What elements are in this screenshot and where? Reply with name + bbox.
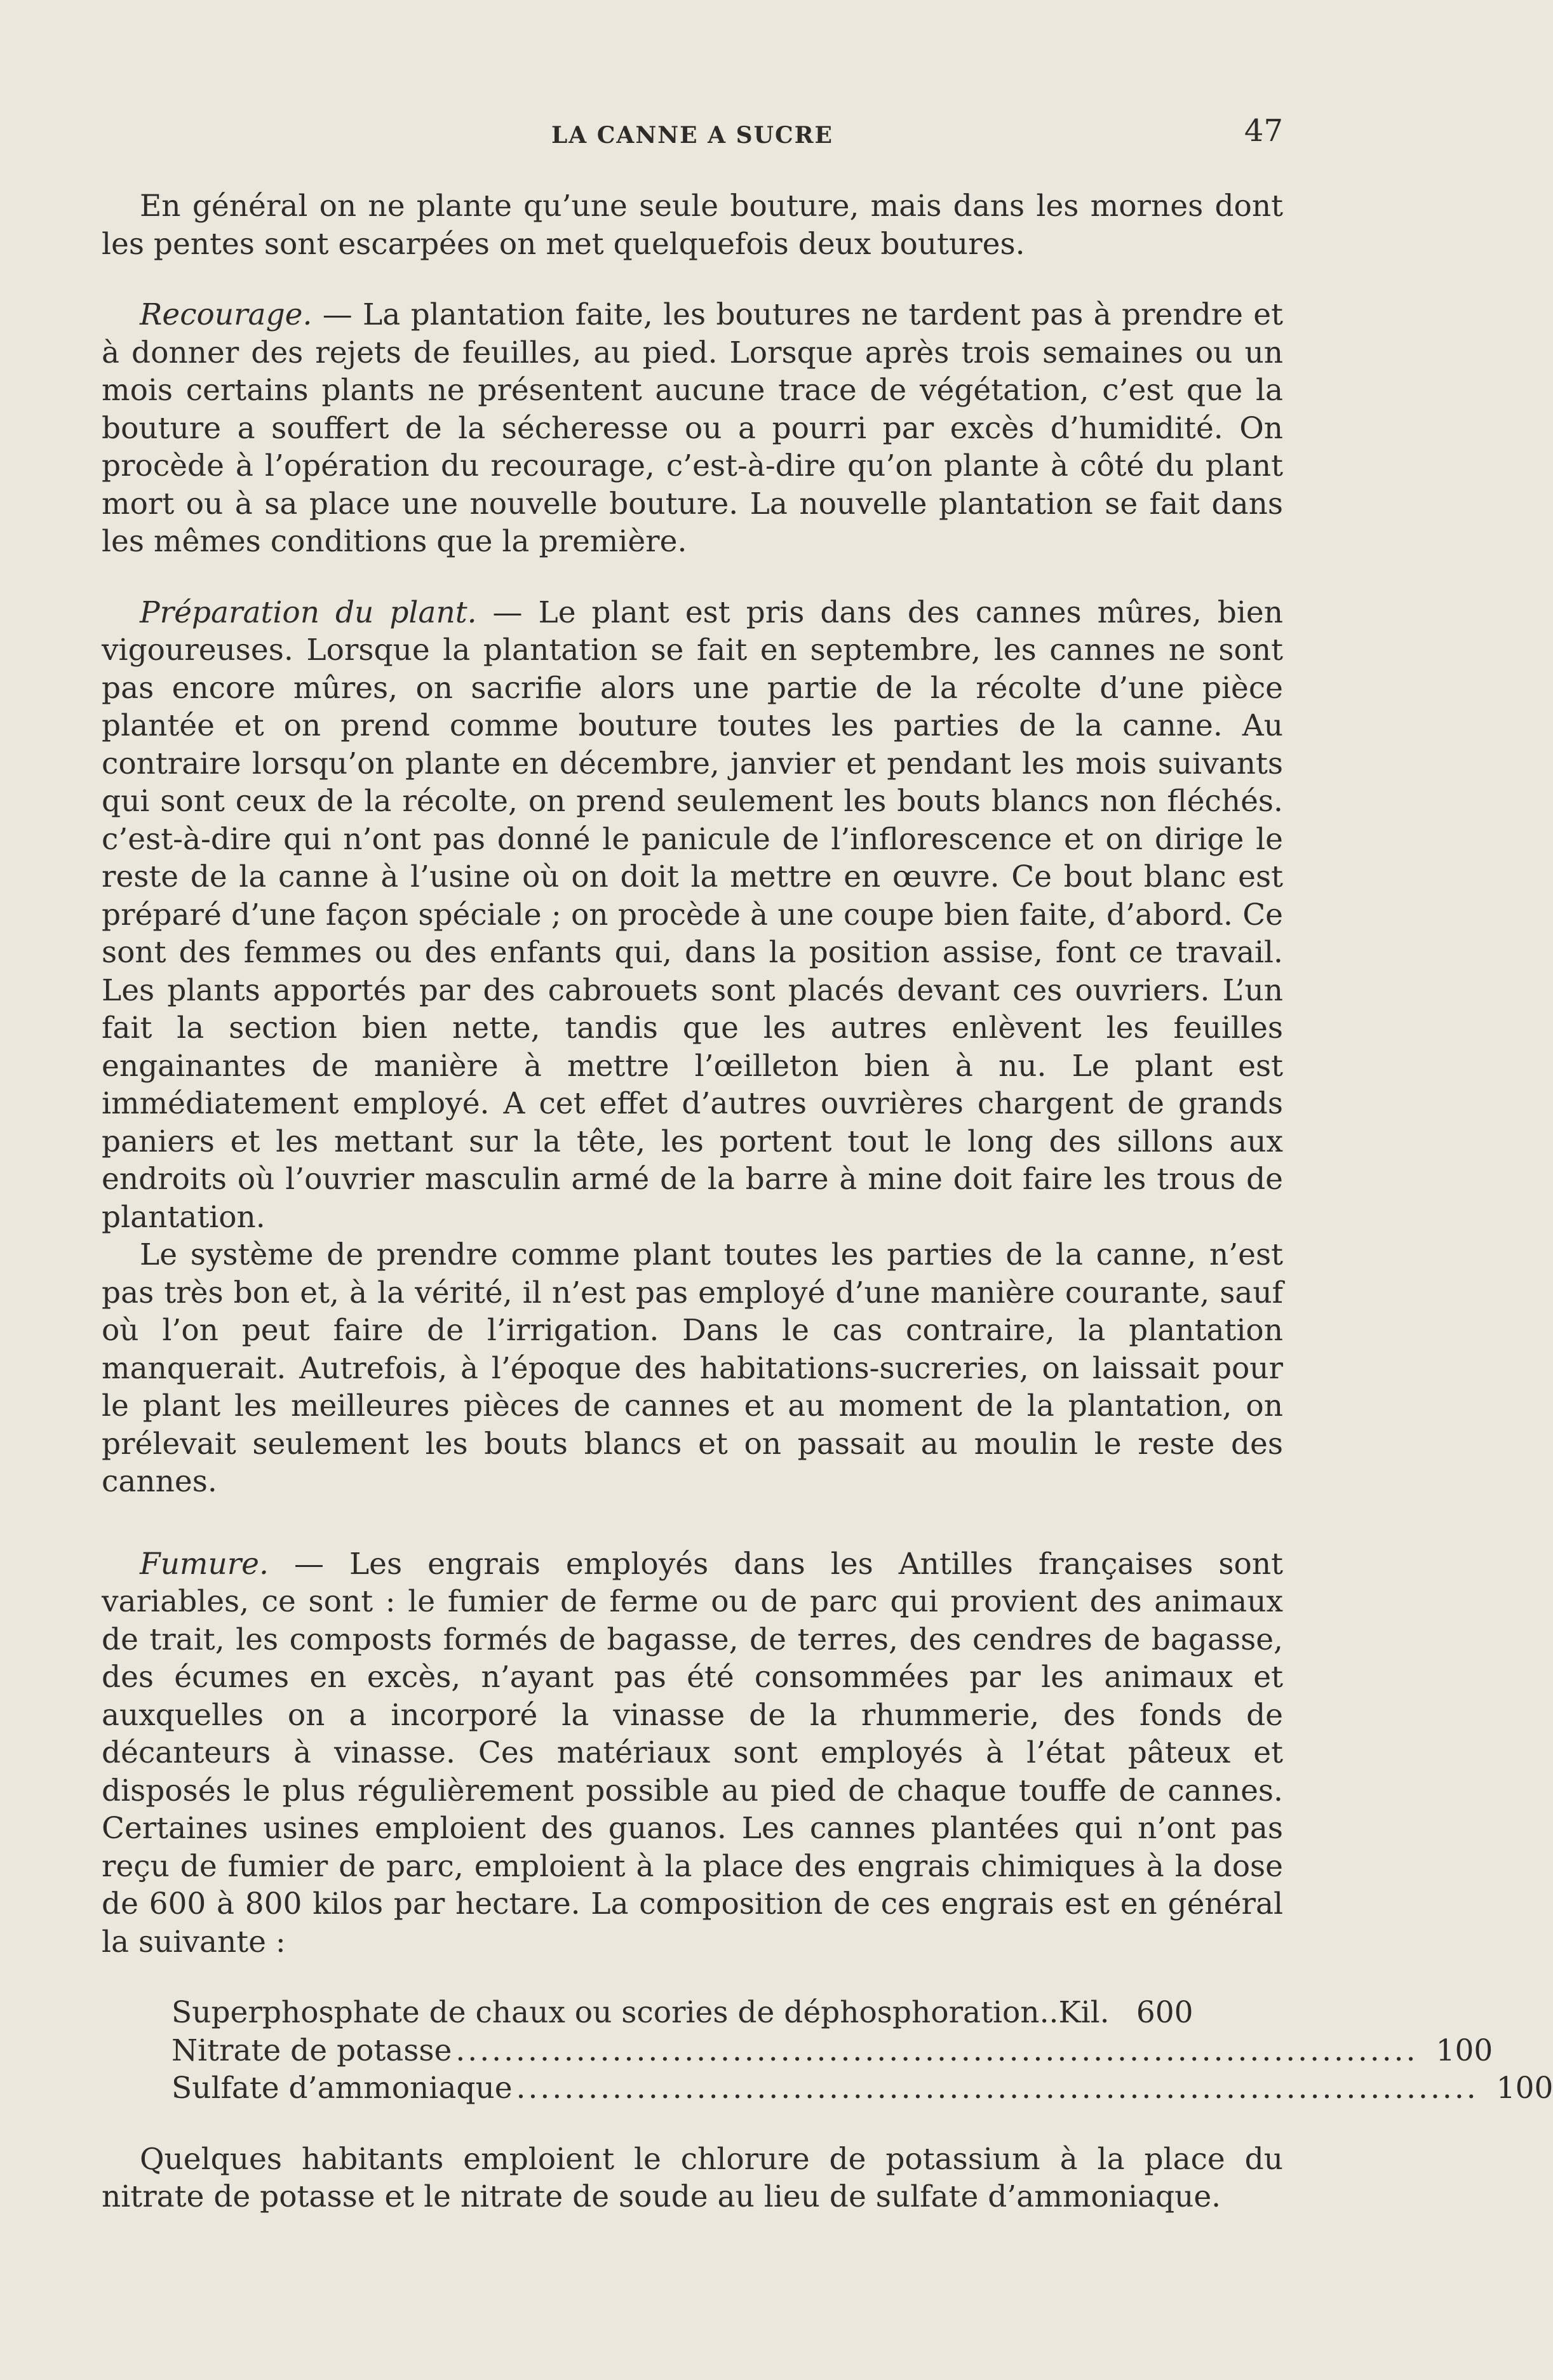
paragraph-fumure [102,1545,1283,1961]
fumure-text: — Les engrais employés dans les Antilles françaises sont variables, ce sont : le fumier de ferme ou de parc qui provient des animaux de trait, les composts formés de bagasse, de terres, des cendres de bagasse, des écumes en excès, n’ayant pas été consommées par les animaux et auxquelles on a incorporé la vinasse de la rhummerie, des fonds de décanteurs à vinasse. Ces matériaux sont employés à l’état pâteux et disposés le plus régulièrement possible au pied de chaque touffe de cannes. Certaines usines emploient des guanos. Les cannes plantées qui n’ont pas reçu de fumier de parc, emploient à la place des engrais chimiques à la dose de 600 à 800 kilos par hectare. La composition de ces engrais est en général la suivante : [102,1546,1283,1960]
fertilizer-unit: Kil. [1058,1995,1110,2030]
page-header [102,113,1283,164]
paragraph-recourage [102,296,1283,561]
fertilizer-quantity: 600 [1136,1995,1193,2030]
paragraph-preparation [102,594,1283,1237]
table-row [171,2069,1553,2108]
paragraph-systeme: Le système de prendre comme plant toutes les parties de la canne, n’est pas très bon et, à la vérité, il n’est pas employé d’une manière courante, sauf où l’on peut faire de l’irrigation. Dans le cas contraire, la plantation manquerait. Autrefois, à l’époque des habitations-sucreries, on laissait pour le plant les meilleures pièces de cannes et au moment de la plantation, on prélevait seulement les bouts blancs et on passait au moulin le reste des cannes. [102,1237,1283,1499]
fertilizer-quantity: 100 [1496,2071,1553,2106]
page-body [102,187,1553,2216]
leader-dots: ................................................................................ [516,2071,1479,2106]
table-row [171,1994,1213,2032]
running-title: LA CANNE A SUCRE [551,122,833,149]
paragraph-final: Quelques habitants emploient le chlorure de potassium à la place du nitrate de potasse et le nitrate de soude au lieu de sulfate d’ammoniaque. [102,2141,1283,2214]
fertilizer-table [171,1994,1553,2108]
leader-dots: ................................................................................ [455,2033,1418,2068]
section-title-recourage: Recourage. [140,297,313,332]
paragraph-boutures: En général on ne plante qu’une seule bouture, mais dans les mornes dont les pentes sont escarpées on met quelquefois deux boutures. [102,189,1283,262]
page-number: 47 [1244,113,1283,149]
section-title-preparation: Préparation du plant. [140,595,477,630]
fertilizer-name: Superphosphate de chaux ou scories de déphosphoration [171,1995,1040,2030]
fertilizer-name: Sulfate d’ammoniaque [171,2071,513,2106]
fertilizer-quantity: 100 [1435,2033,1493,2068]
preparation-text: — Le plant est pris dans des cannes mûres, bien vigoureuses. Lorsque la plantation se fait en septembre, les cannes ne sont pas encore mûres, on sacrifie alors une partie de la récolte d’une pièce plantée et on prend comme bouture toutes les parties de la canne. Au contraire lorsqu’on plante en décembre, janvier et pendant les mois suivants qui sont ceux de la récolte, on prend seulement les bouts blancs non fléchés. c’est-à-dire qui n’ont pas donné le panicule de l’inflorescence et on dirige le reste de la canne à l’usine où on doit la mettre en œuvre. Ce bout blanc est préparé d’une façon spéciale ; on procède à une coupe bien faite, d’abord. Ce sont des femmes ou des enfants qui, dans la position assise, font ce travail. Les plants apportés par des cabrouets sont placés devant ces ouvriers. L’un fait la section bien nette, tandis que les autres enlèvent les feuilles engainantes de manière à mettre l’œilleton bien à nu. Le plant est immédiatement employé. A cet effet d’autres ouvrières chargent de grands paniers et les mettant sur la tête, les portent tout le long des sillons aux endroits où l’ouvrier masculin armé de la barre à mine doit faire les trous de plantation. [102,595,1283,1235]
leader-dots: .. [1039,1995,1059,2030]
section-title-fumure: Fumure. [140,1546,269,1582]
table-row [171,2032,1493,2070]
recourage-text: — La plantation faite, les boutures ne tardent pas à prendre et à donner des rejets de feuilles, au pied. Lorsque après trois semaines ou un mois certains plants ne présentent aucune trace de végétation, c’est que la bouture a souffert de la sécheresse ou a pourri par excès d’humidité. On procède à l’opération du recourage, c’est-à-dire qu’on plante à côté du plant mort ou à sa place une nouvelle bouture. La nouvelle plantation se fait dans les mêmes conditions que la première. [102,297,1283,559]
fertilizer-name: Nitrate de potasse [171,2033,452,2068]
